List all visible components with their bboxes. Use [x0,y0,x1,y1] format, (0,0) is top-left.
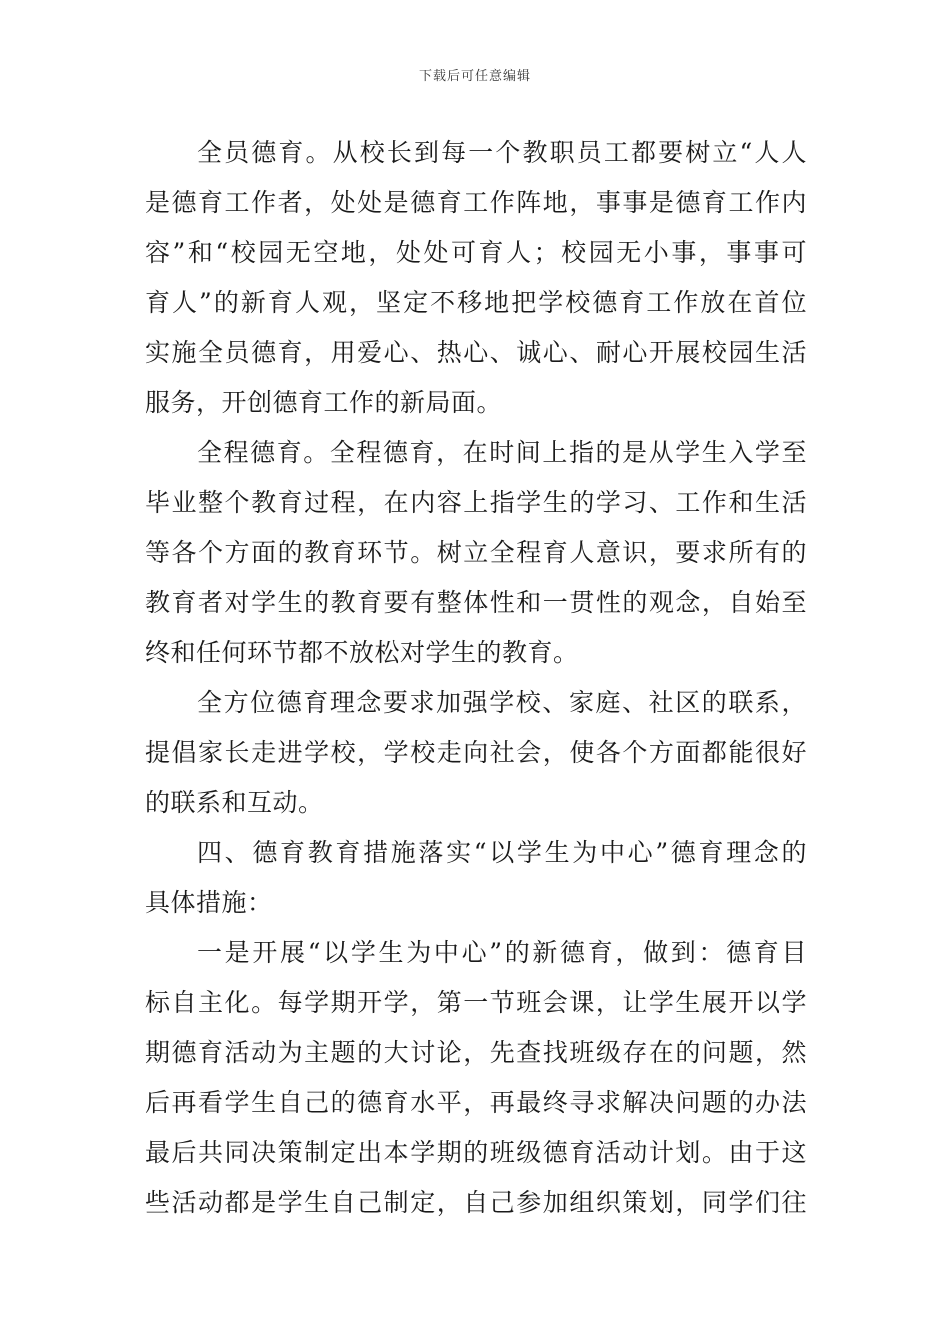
text-line: 服务，开创德育工作的新局面。 [145,388,503,417]
text-line: 实施全员德育，用爱心、热心、诚心、耐心开展校园生活 [145,338,807,367]
text-line: 等各个方面的教育环节。树立全程育人意识，要求所有的 [145,538,807,567]
text-line: 教育者对学生的教育要有整体性和一贯性的观念，自始至 [145,588,807,617]
document-body [145,128,807,1228]
text-line: 毕业整个教育过程，在内容上指学生的学习、工作和生活 [145,488,807,517]
text-line: 容”和“校园无空地，处处可育人；校园无小事，事事可 [145,238,807,267]
text-line: 全员德育。从校长到每一个教职员工都要树立“人人 [197,138,807,167]
text-line: 的联系和互动。 [145,788,324,817]
text-line: 是德育工作者，处处是德育工作阵地，事事是德育工作内 [145,188,807,217]
text-line: 提倡家长走进学校，学校走向社会，使各个方面都能很好 [145,738,807,767]
text-line: 全程德育。全程德育，在时间上指的是从学生入学至 [197,438,807,467]
text-line: 标自主化。每学期开学，第一节班会课，让学生展开以学 [145,988,807,1017]
text-line: 后再看学生自己的德育水平，再最终寻求解决问题的办法 [145,1088,807,1117]
text-line: 育人”的新育人观，坚定不移地把学校德育工作放在首位 [145,288,807,317]
text-line: 些活动都是学生自己制定，自己参加组织策划，同学们往 [145,1188,807,1217]
header-note: 下载后可任意编辑 [418,69,531,84]
text-line: 期德育活动为主题的大讨论，先查找班级存在的问题，然 [145,1038,807,1067]
text-line: 全方位德育理念要求加强学校、家庭、社区的联系， [197,688,807,717]
text-line: 最后共同决策制定出本学期的班级德育活动计划。由于这 [145,1138,807,1167]
text-line: 四、德育教育措施落实“以学生为中心”德育理念的 [197,838,807,867]
text-line: 终和任何环节都不放松对学生的教育。 [145,638,579,667]
text-line: 一是开展“以学生为中心”的新德育，做到：德育目 [197,938,807,967]
text-line: 具体措施： [145,888,273,917]
